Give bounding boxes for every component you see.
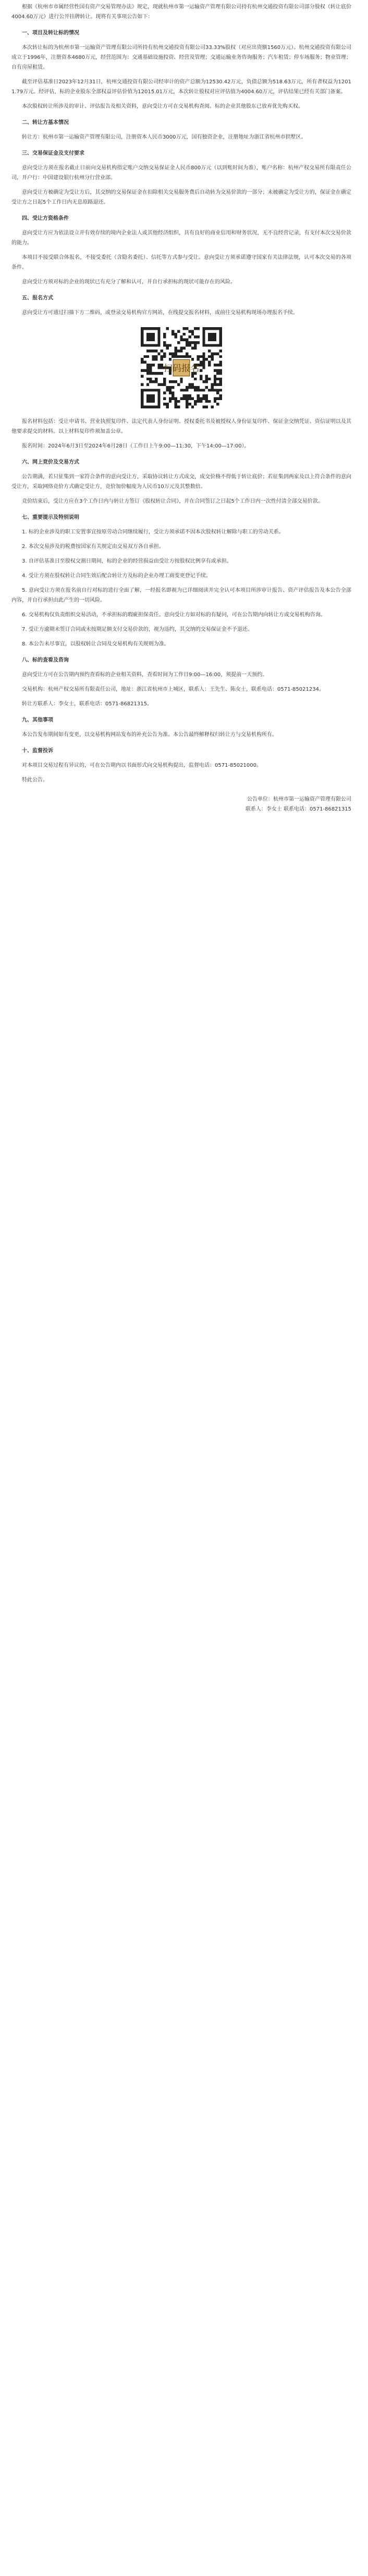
signature-block bbox=[11, 794, 351, 814]
section-paragraph: 对本项目交易过程有异议的，可在公告期内以书面形式向交易机构提出，监督电话：0571-85021000。 bbox=[22, 763, 262, 768]
section-paragraph: 公告期满，若只征集到一家符合条件的意向受让方，采取协议转让方式成交，成交价格不得低于转让底价；若征集到两家及以上符合条件的意向受让方，采取网络竞价方式确定受让方，竞价加价幅度为人民币10万元及其整数倍。 bbox=[11, 474, 351, 490]
section-paragraph: 意向受让方被确定为受让方后，其交纳的交易保证金在扣除相关交易服务费后自动转为交易价款的一部分；未被确定为受让方的，保证金在确定受让方之日起5个工作日内无息原路退还。 bbox=[11, 190, 351, 205]
section-paragraph: 交易机构：杭州产权交易所有限责任公司，地址：浙江省杭州市上城区，联系人：王先生、陈女士，联系电话：0571-85021234。 bbox=[22, 687, 324, 692]
section-heading: 四、受让方资格条件 bbox=[22, 216, 69, 221]
section-paragraph: 报名材料包括：受让申请书、营业执照复印件、法定代表人身份证明、授权委托书及被授权人身份证复印件、保证金交纳凭证、资信证明以及其他要求提交的材料。以上材料复印件须加盖公章。 bbox=[11, 419, 351, 434]
section-heading: 九、其他事项 bbox=[22, 717, 53, 723]
section-paragraph: 6. 交易机构仅负责组织交易活动，不承担标的瑕疵担保责任。意向受让方如对标的有疑问，可在公告期内向转让方或交易机构咨询。 bbox=[22, 612, 326, 618]
section-paragraph: 截至评估基准日2023年12月31日，杭州交通投资有限公司经审计的资产总额为12530.42万元，负债总额为518.63万元，所有者权益为12011.79万元。经评估，标的企业股东全部权益评估价值为12015.01万元，本次转让股权对应评估值为4004.60万元，评估结果已经有关部门备案。 bbox=[11, 79, 351, 95]
qr-caption: 扫码报名 bbox=[163, 363, 200, 374]
intro-paragraph: 根据《杭州市市属经营性国有资产交易管理办法》规定，现就杭州市第一运输资产管理有限公司持有杭州交通投资有限公司部分股权（转让底价4004.60万元）进行公开挂牌转让。现将有关事项公告如下： bbox=[11, 4, 351, 20]
section-paragraph: 本次转让标的为杭州市第一运输资产管理有限公司所持有杭州交通投资有限公司33.33%股权（对应出资额1560万元）。杭州交通投资有限公司成立于1996年，注册资本4680万元，经营范围为：交通基础设施投资、经营及管理；交通运输业务咨询服务；汽车租赁；停车场服务；物业管理；自有房屋租赁。 bbox=[11, 45, 351, 70]
section-paragraph: 本公告发布期间如有变更，以交易机构网站发布的补充公告为准。本公告最终解释权归转让方与交易机构所有。 bbox=[22, 732, 277, 738]
section-paragraph: 意向受让方须在报名截止日前向交易机构指定账户交纳交易保证金人民币800万元（以到账时间为准），账户名称：杭州产权交易所有限责任公司，开户行：中国建设银行杭州分行营业部。 bbox=[11, 165, 351, 181]
section-paragraph: 报名时间：2024年6月3日至2024年6月28日（工作日上午9:00—11:30，下午14:00—17:00）。 bbox=[22, 443, 250, 449]
registration-qr-code-icon[interactable] bbox=[141, 327, 222, 408]
section-paragraph: 意向受让方须对标的企业的现状已有充分了解和认可，并自行承担标的现状可能存在的风险。 bbox=[22, 279, 236, 285]
section-paragraph: 8. 本公告未尽事宜，以股权转让合同及交易机构有关规则为准。 bbox=[22, 641, 169, 647]
signature-org: 公告单位：杭州市第一运输资产管理有限公司 bbox=[247, 797, 351, 802]
section-paragraph: 本项目不接受联合体报名，不接受委托（含隐名委托）、信托等方式参与受让。意向受让方须承诺遵守国家有关法律法规，认可本次交易的各项条件。 bbox=[11, 255, 351, 270]
section-heading: 五、报名方式 bbox=[22, 295, 53, 301]
section-paragraph: 本次股权转让所涉及的审计、评估报告及相关资料，意向受让方可在交易机构查阅。标的企业其他股东已放弃优先购买权。 bbox=[22, 104, 303, 109]
section-paragraph: 2. 本次交易涉及的税费按国家有关规定由交易双方各自承担。 bbox=[22, 544, 164, 550]
section-paragraph: 转让方：杭州市第一运输资产管理有限公司，注册资本人民币3000万元，国有独资企业，注册地址为浙江省杭州市拱墅区。 bbox=[22, 134, 306, 140]
section-paragraph: 3. 自评估基准日至股权交割日期间，标的企业的经营损益由受让方按股权比例享有或承担。 bbox=[22, 558, 232, 564]
section-paragraph: 1. 标的企业涉及的职工安置事宜按原劳动合同继续履行，受让方须承诺不因本次股权转让解除与职工的劳动关系。 bbox=[22, 529, 284, 535]
section-paragraph: 4. 受让方须在股权转让合同生效后配合转让方及标的企业办理工商变更登记手续。 bbox=[22, 573, 211, 579]
section-paragraph: 意向受让方可在公告期内预约查看标的企业相关资料，查看时间为工作日9:00—16:00，须提前一天预约。 bbox=[22, 672, 268, 678]
qr-code-block bbox=[11, 327, 351, 408]
section-paragraph: 意向受让方应为依法设立并有效存续的境内企业法人或其他经济组织，具有良好的商业信用和财务状况，无不良经营记录，有支付本次交易价款的能力。 bbox=[11, 230, 351, 246]
section-heading: 十、监督投诉 bbox=[22, 748, 53, 754]
section-heading: 二、转让方基本情况 bbox=[22, 120, 69, 126]
section-paragraph: 转让方联系人：李女士，联系电话：0571-86821315。 bbox=[22, 701, 152, 707]
section-paragraph: 意向受让方可通过扫描下方二维码，或登录交易机构官方网站，在线提交报名材料，或前往交易机构现场办理报名手续。 bbox=[22, 310, 298, 316]
section-heading: 七、重要提示及特别说明 bbox=[22, 515, 79, 520]
section-heading: 八、标的查看及咨询 bbox=[22, 657, 69, 663]
section-paragraph: 竞价结束后，受让方应在3个工作日内与转让方签订《股权转让合同》，并在合同签订之日起5个工作日内一次性付清全部交易价款。 bbox=[22, 499, 323, 504]
section-paragraph: 特此公告。 bbox=[22, 777, 48, 783]
section-paragraph: 7. 受让方逾期未签订合同或未按期足额支付交易价款的，视为违约，其交纳的交易保证金不予退还。 bbox=[22, 627, 253, 632]
announcement-body-top bbox=[11, 2, 351, 318]
signature-contact: 联系人：李女士 联系电话：0571-86821315 bbox=[245, 806, 351, 812]
announcement-body-bottom bbox=[11, 417, 351, 785]
section-heading: 六、网上竞价及交易方式 bbox=[22, 459, 79, 465]
section-heading: 一、项目及转让标的情况 bbox=[22, 30, 79, 36]
section-paragraph: 5. 意向受让方须在报名前自行对标的进行全面了解，一经报名即视为已详细阅读并完全认可本项目所涉审计报告、资产评估报告及本公告全部内容，并自行承担由此产生的一切风险。 bbox=[11, 588, 351, 603]
section-heading: 三、交易保证金及支付要求 bbox=[22, 151, 84, 156]
